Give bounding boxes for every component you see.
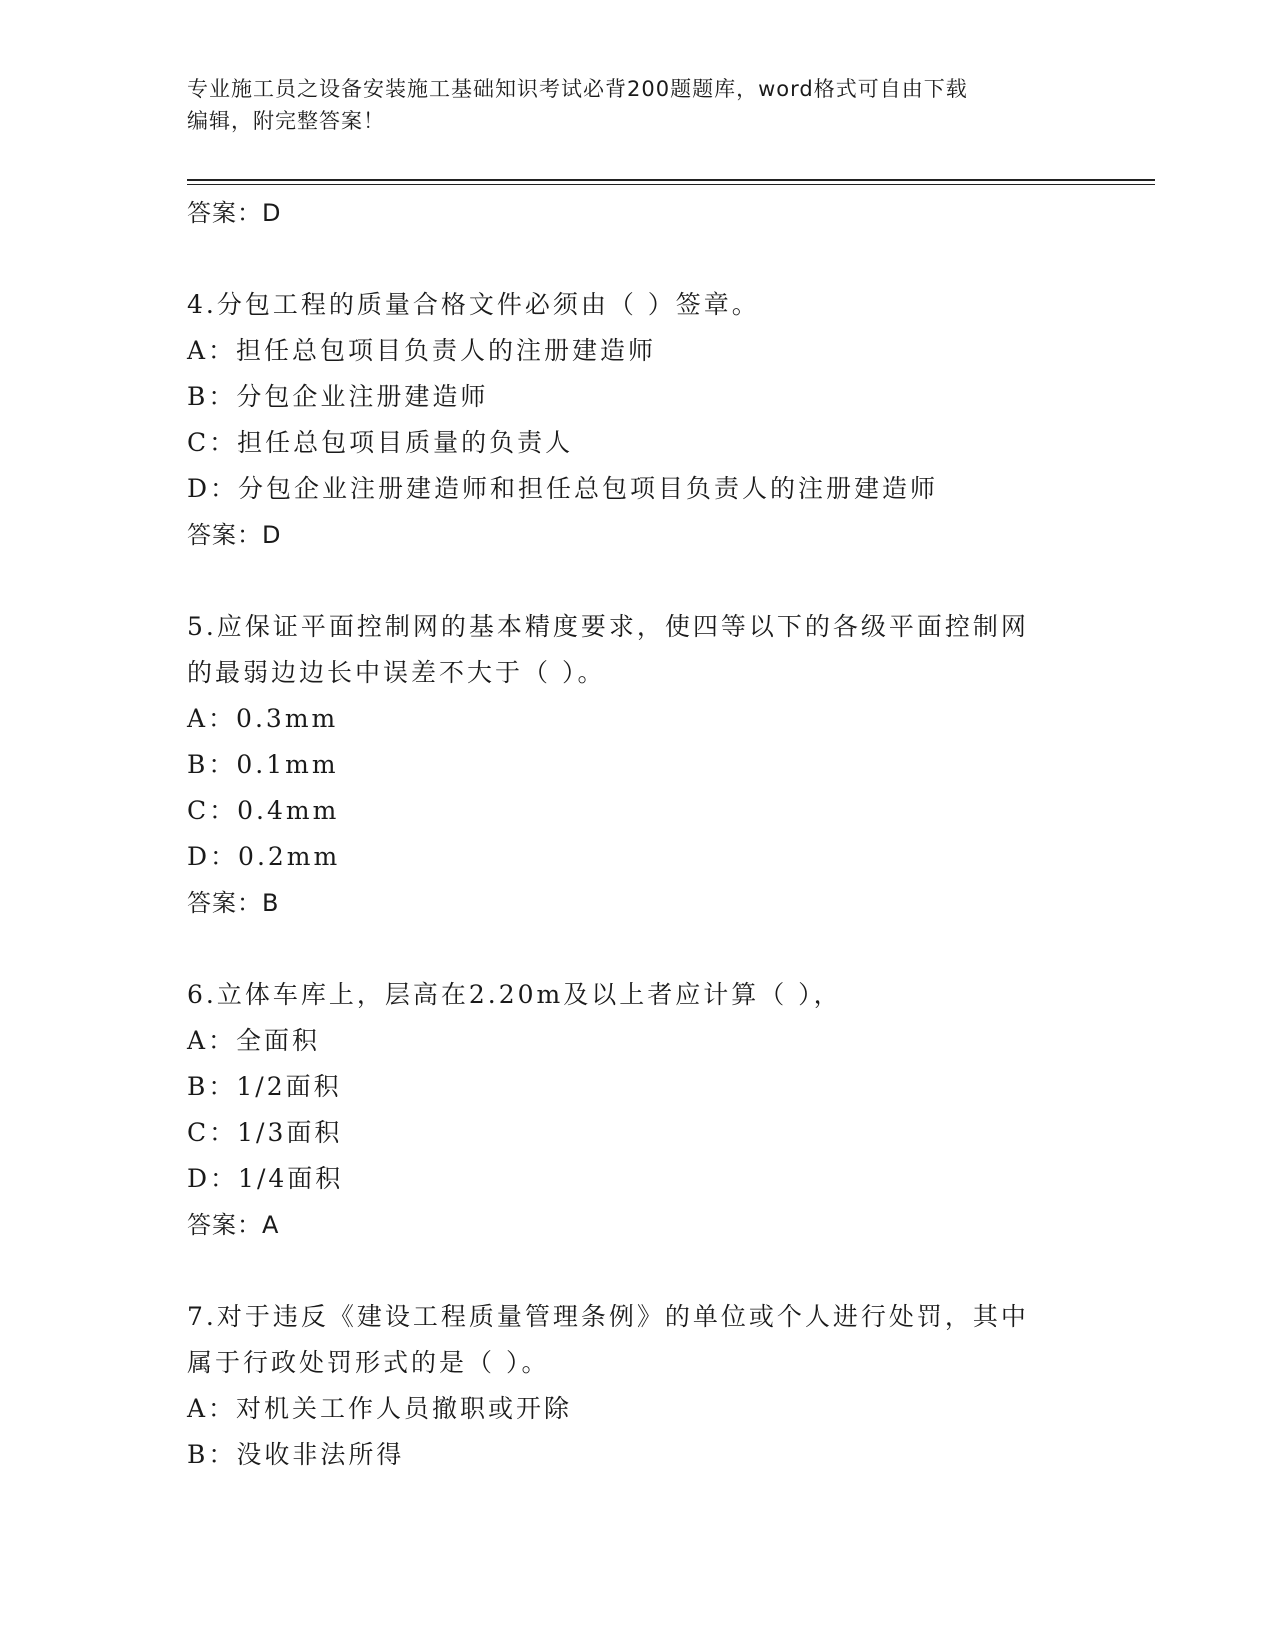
answer-line: 答案：D <box>187 199 282 227</box>
option-b: B：没收非法所得 <box>187 1440 405 1469</box>
question-text: 5.应保证平面控制网的基本精度要求，使四等以下的各级平面控制网 <box>187 612 1029 641</box>
question-list <box>187 190 1087 1478</box>
answer-line: 答案：A <box>187 1211 280 1239</box>
option-a: A：对机关工作人员撤职或开除 <box>187 1394 573 1423</box>
question-text: 7.对于违反《建设工程质量管理条例》的单位或个人进行处罚，其中 <box>187 1302 1029 1331</box>
question-text-continued: 的最弱边边长中误差不大于（ ）。 <box>187 658 606 687</box>
option-a: A：0.3mm <box>187 704 339 733</box>
option-c: C：0.4mm <box>187 796 340 825</box>
question-block <box>187 282 1087 558</box>
header-line-2: 编辑，附完整答案！ <box>187 109 385 133</box>
option-a: A：全面积 <box>187 1026 321 1055</box>
question-text-continued: 属于行政处罚形式的是（ ）。 <box>187 1348 550 1377</box>
question-text: 4.分包工程的质量合格文件必须由（ ）签章。 <box>187 290 760 319</box>
question-block <box>187 1294 1087 1478</box>
answer-line: 答案：D <box>187 521 282 549</box>
answer-line: 答案：B <box>187 889 280 917</box>
document-header <box>187 73 1087 137</box>
question-block <box>187 604 1087 926</box>
header-divider-thick <box>187 179 1155 181</box>
option-c: C：1/3面积 <box>187 1118 343 1147</box>
header-divider-thin <box>187 184 1155 185</box>
option-b: B：0.1mm <box>187 750 339 779</box>
option-d: D：1/4面积 <box>187 1164 344 1193</box>
option-b: B：1/2面积 <box>187 1072 342 1101</box>
question-block <box>187 972 1087 1248</box>
question-text: 6.立体车库上，层高在2.20m及以上者应计算（ ）， <box>187 980 842 1009</box>
option-a: A：担任总包项目负责人的注册建造师 <box>187 336 657 365</box>
header-line-1: 专业施工员之设备安装施工基础知识考试必背200题题库，word格式可自由下载 <box>187 77 968 101</box>
option-b: B：分包企业注册建造师 <box>187 382 489 411</box>
option-c: C：担任总包项目质量的负责人 <box>187 428 574 457</box>
option-d: D：分包企业注册建造师和担任总包项目负责人的注册建造师 <box>187 474 939 503</box>
option-d: D：0.2mm <box>187 842 341 871</box>
